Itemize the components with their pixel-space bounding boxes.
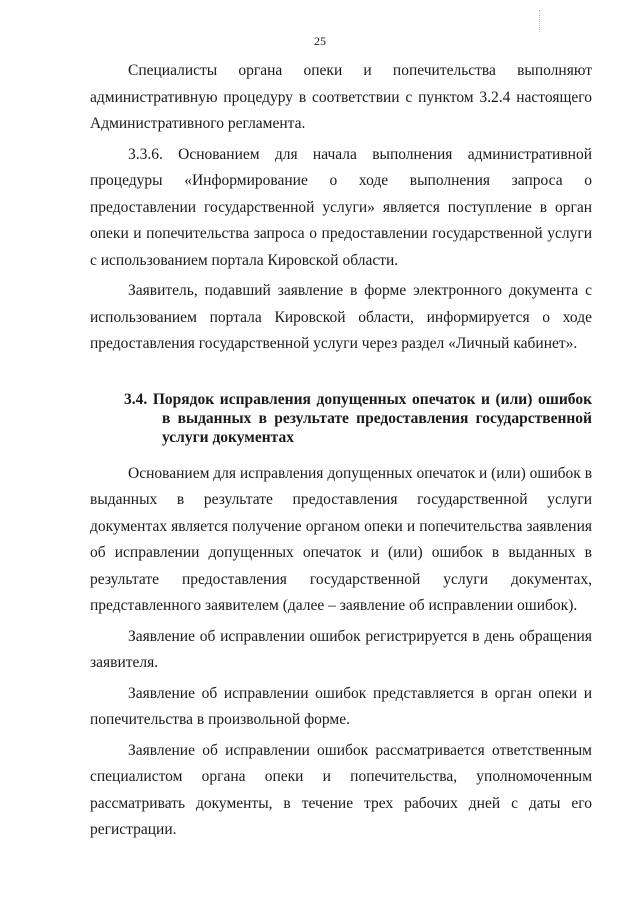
page-number: 25 bbox=[314, 34, 326, 48]
paragraph-registration: Заявление об исправлении ошибок регистрируется в день обращения заявителя. bbox=[90, 627, 592, 671]
paragraph-specialists: Специалисты органа опеки и попечительства выполняют административную процедуру в соответствии с пунктом 3.2.4 настоящего Административного регламента. bbox=[90, 62, 592, 132]
paragraph-basis-correction: Основанием для исправления допущенных опечаток и (или) ошибок в выданных в результате предоставления государственной услуги документах является получение органом опеки и попечительства заявления об исправлении допущенных опечаток и (или) ошибок в выданных в результате предоставления государственной услуги документах, представленного заявителем (далее – заявление об исправлении ошибок). bbox=[90, 464, 593, 614]
paragraph-3-3-6: 3.3.6. Основанием для начала выполнения административной процедуры «Информирование о ходе выполнения запроса о предоставлении государственной услуги» является поступление в орган опеки и попечительства запроса о предоставлении государственной услуги с использованием портала Кировской области. bbox=[90, 145, 592, 269]
document-body bbox=[90, 58, 592, 844]
paragraph-applicant-informed: Заявитель, подавший заявление в форме электронного документа с использованием портала Кировской области, информируется о ходе предоставления государственной услуги через раздел «Личный кабинет». bbox=[90, 282, 592, 352]
paragraph-review-period: Заявление об исправлении ошибок рассматривается ответственным специалистом органа опеки и попечительства, уполномоченным рассматривать документы, в течение трех рабочих дней с даты его регистрации. bbox=[90, 741, 592, 838]
paragraph-submission-form: Заявление об исправлении ошибок представляется в орган опеки и попечительства в произвольной форме. bbox=[90, 684, 592, 728]
section-heading-3-4: 3.4. Порядок исправления допущенных опечаток и (или) ошибок в выданных в результате предоставления государственной услуги документах bbox=[124, 390, 592, 446]
scan-artifact bbox=[539, 10, 542, 32]
